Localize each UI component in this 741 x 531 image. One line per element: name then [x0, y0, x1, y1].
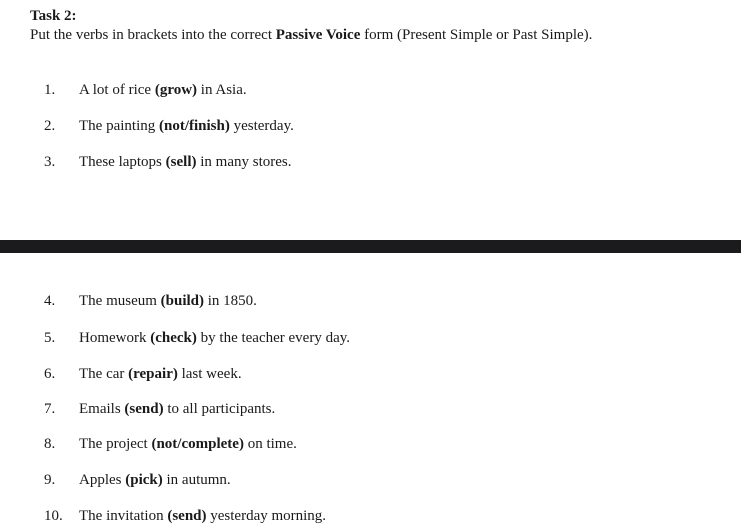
- item-number: 8.: [44, 436, 56, 452]
- item-number: 6.: [44, 366, 56, 382]
- item-number: 5.: [44, 330, 56, 346]
- item-sentence: These laptops (sell) in many stores.: [79, 154, 292, 170]
- instruction-text-end: form (Present Simple or Past Simple).: [360, 27, 593, 43]
- item-verb: (sell): [165, 154, 197, 170]
- item-verb: (pick): [125, 472, 163, 488]
- item-number: 3.: [44, 154, 56, 170]
- item-sentence: A lot of rice (grow) in Asia.: [79, 82, 247, 98]
- item-number: 2.: [44, 118, 56, 134]
- item-verb: (send): [167, 508, 207, 524]
- instruction-text: Put the verbs in brackets into the correct: [30, 27, 276, 43]
- item-verb: (not/finish): [158, 118, 230, 134]
- item-sentence: The museum (build) in 1850.: [79, 293, 257, 309]
- item-sentence: The car (repair) last week.: [79, 366, 242, 382]
- item-verb: (repair): [128, 366, 178, 382]
- task-instruction: [30, 26, 592, 44]
- item-sentence: The project (not/complete) on time.: [79, 436, 297, 452]
- item-verb: (check): [150, 330, 197, 346]
- item-sentence: Homework (check) by the teacher every day.: [79, 330, 351, 346]
- item-number: 4.: [44, 293, 56, 309]
- item-sentence: Apples (pick) in autumn.: [79, 472, 231, 488]
- item-number: 7.: [44, 401, 56, 417]
- item-sentence: The painting (not/finish) yesterday.: [79, 118, 294, 134]
- item-sentence: The invitation (send) yesterday morning.: [79, 508, 327, 524]
- item-sentence: Emails (send) to all participants.: [79, 401, 276, 417]
- item-verb: (not/complete): [151, 436, 244, 452]
- item-number: 10.: [44, 508, 63, 524]
- page-divider-bar: [0, 240, 741, 253]
- item-verb: (send): [124, 401, 164, 417]
- item-verb: (build): [160, 293, 205, 309]
- item-number: 9.: [44, 472, 56, 488]
- item-verb: (grow): [154, 82, 198, 98]
- task-title: Task 2:: [30, 8, 77, 24]
- item-number: 1.: [44, 82, 56, 98]
- instruction-bold-term: Passive Voice: [275, 27, 361, 43]
